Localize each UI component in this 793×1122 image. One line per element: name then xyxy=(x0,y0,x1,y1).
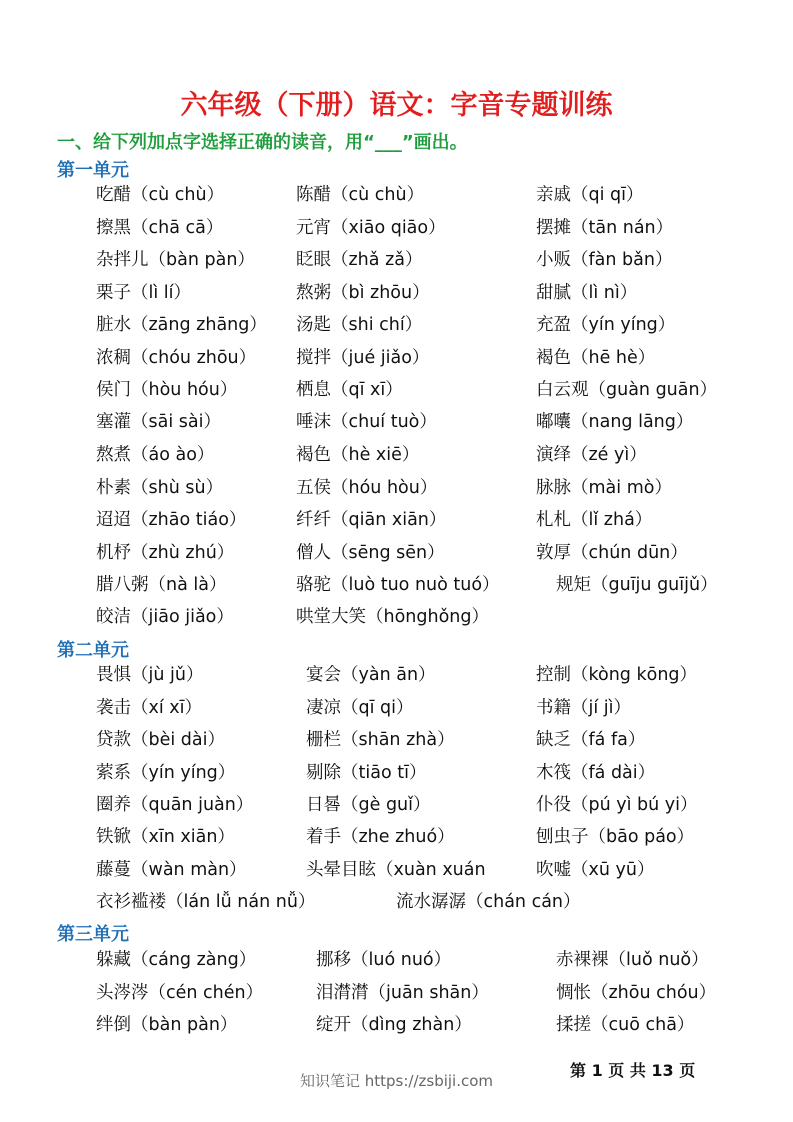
exercise-row xyxy=(0,473,793,505)
word-item: 元宵（xiāo qiāo） xyxy=(296,218,446,238)
exercise-row xyxy=(0,822,793,854)
word-item: 敦厚（chún dūn） xyxy=(536,543,688,563)
word-item: 缺乏（fá fa） xyxy=(536,730,646,750)
word-item: 贷款（bèi dài） xyxy=(96,730,225,750)
exercise-row xyxy=(0,602,793,634)
word-item: 陈醋（cù chù） xyxy=(296,185,425,205)
word-item: 衣衫褴褛（lán lǚ nán nǚ） xyxy=(96,892,316,912)
word-item: 迢迢（zhāo tiáo） xyxy=(96,510,247,530)
word-item: 栖息（qī xī） xyxy=(296,380,403,400)
exercise-row xyxy=(0,660,793,692)
word-item: 藤蔓（wàn màn） xyxy=(96,860,247,880)
unit-heading: 第一单元 xyxy=(57,160,129,181)
word-item: 泪潸潸（juān shān） xyxy=(316,983,489,1003)
word-item: 五侯（hóu hòu） xyxy=(296,478,438,498)
exercise-row xyxy=(0,505,793,537)
page-title: 六年级（下册）语文：字音专题训练 xyxy=(180,90,613,121)
unit-heading: 第二单元 xyxy=(57,640,129,661)
word-item: 绽开（dìng zhàn） xyxy=(316,1015,472,1035)
word-item: 挪移（luó nuó） xyxy=(316,950,452,970)
exercise-row xyxy=(0,180,793,212)
word-item: 栅栏（shān zhà） xyxy=(306,730,455,750)
unit-heading: 第三单元 xyxy=(57,924,129,945)
word-item: 惆怅（zhōu chóu） xyxy=(556,983,717,1003)
word-item: 演绎（zé yì） xyxy=(536,445,647,465)
word-item: 宴会（yàn ān） xyxy=(306,665,436,685)
word-item: 圈养（quān juàn） xyxy=(96,795,254,815)
word-item: 白云观（guàn guān） xyxy=(536,380,718,400)
word-item: 眨眼（zhǎ zǎ） xyxy=(296,250,423,270)
exercise-row xyxy=(0,538,793,570)
word-item: 熬煮（áo ào） xyxy=(96,445,215,465)
exercise-row xyxy=(0,693,793,725)
word-item: 吃醋（cù chù） xyxy=(96,185,225,205)
word-item: 日晷（gè guǐ） xyxy=(306,795,431,815)
word-item: 嘟囔（nang lāng） xyxy=(536,412,694,432)
word-item: 浓稠（chóu zhōu） xyxy=(96,348,257,368)
word-item: 汤匙（shi chí） xyxy=(296,315,423,335)
exercise-row xyxy=(0,570,793,602)
word-item: 躲藏（cáng zàng） xyxy=(96,950,257,970)
exercise-row xyxy=(0,278,793,310)
exercise-row xyxy=(0,790,793,822)
word-item: 袭击（xí xī） xyxy=(96,698,202,718)
word-item: 甜腻（lì nì） xyxy=(536,283,638,303)
word-item: 头涔涔（cén chén） xyxy=(96,983,264,1003)
word-item: 唾沫（chuí tuò） xyxy=(296,412,437,432)
word-item: 骆驼（luò tuo nuò tuó） xyxy=(296,575,500,595)
word-item: 小贩（fàn bǎn） xyxy=(536,250,673,270)
question-prompt: 一、给下列加点字选择正确的读音，用“___”画出。 xyxy=(57,132,468,153)
word-item: 吹嘘（xū yū） xyxy=(536,860,655,880)
word-item: 凄凉（qī qi） xyxy=(306,698,414,718)
word-item: 仆役（pú yì bú yi） xyxy=(536,795,698,815)
exercise-row xyxy=(0,343,793,375)
exercise-row xyxy=(0,1010,793,1042)
word-item: 纤纤（qiān xiān） xyxy=(296,510,447,530)
word-item: 朴素（shù sù） xyxy=(96,478,224,498)
word-item: 铁锨（xīn xiān） xyxy=(96,827,235,847)
word-item: 脏水（zāng zhāng） xyxy=(96,315,267,335)
word-item: 皎洁（jiāo jiǎo） xyxy=(96,607,234,627)
word-item: 控制（kòng kōng） xyxy=(536,665,698,685)
word-item: 流水潺潺（chán cán） xyxy=(396,892,581,912)
page-number: 第 1 页 共 13 页 xyxy=(570,1061,696,1080)
exercise-row xyxy=(0,310,793,342)
word-item: 搅拌（jué jiǎo） xyxy=(296,348,430,368)
word-item: 侯门（hòu hóu） xyxy=(96,380,238,400)
word-item: 刨虫子（bāo páo） xyxy=(536,827,695,847)
exercise-row xyxy=(0,407,793,439)
exercise-row xyxy=(0,887,793,919)
word-item: 腊八粥（nà là） xyxy=(96,575,227,595)
word-item: 赤裸裸（luǒ nuǒ） xyxy=(556,950,709,970)
exercise-row xyxy=(0,213,793,245)
exercise-row xyxy=(0,945,793,977)
word-item: 杂拌儿（bàn pàn） xyxy=(96,250,255,270)
word-item: 充盈（yín yíng） xyxy=(536,315,676,335)
watermark: 知识笔记 https://zsbiji.com xyxy=(299,1072,494,1090)
word-item: 书籍（jí jì） xyxy=(536,698,632,718)
word-item: 头晕目眩（xuàn xuán xyxy=(306,860,486,880)
word-item: 熬粥（bì zhōu） xyxy=(296,283,430,303)
word-item: 札札（lǐ zhá） xyxy=(536,510,653,530)
exercise-row xyxy=(0,245,793,277)
exercise-row xyxy=(0,440,793,472)
word-item: 僧人（sēng sēn） xyxy=(296,543,445,563)
exercise-row xyxy=(0,725,793,757)
exercise-row xyxy=(0,375,793,407)
word-item: 褐色（hè xiē） xyxy=(296,445,420,465)
word-item: 木筏（fá dài） xyxy=(536,763,656,783)
word-item: 擦黑（chā cā） xyxy=(96,218,224,238)
word-item: 规矩（guīju guījǔ） xyxy=(556,575,718,595)
word-item: 绊倒（bàn pàn） xyxy=(96,1015,238,1035)
exercise-row xyxy=(0,758,793,790)
word-item: 脉脉（mài mò） xyxy=(536,478,672,498)
word-item: 机杼（zhù zhú） xyxy=(96,543,235,563)
word-item: 着手（zhe zhuó） xyxy=(306,827,455,847)
word-item: 褐色（hē hè） xyxy=(536,348,656,368)
word-item: 栗子（lì lí） xyxy=(96,283,192,303)
exercise-row xyxy=(0,855,793,887)
word-item: 剔除（tiāo tī） xyxy=(306,763,427,783)
word-item: 哄堂大笑（hōnghǒng） xyxy=(296,607,489,627)
word-item: 亲戚（qi qī） xyxy=(536,185,644,205)
word-item: 摆摊（tān nán） xyxy=(536,218,674,238)
exercise-row xyxy=(0,978,793,1010)
word-item: 畏惧（jù jǔ） xyxy=(96,665,204,685)
word-item: 揉搓（cuō chā） xyxy=(556,1015,695,1035)
word-item: 塞灌（sāi sài） xyxy=(96,412,221,432)
word-item: 萦系（yín yíng） xyxy=(96,763,236,783)
